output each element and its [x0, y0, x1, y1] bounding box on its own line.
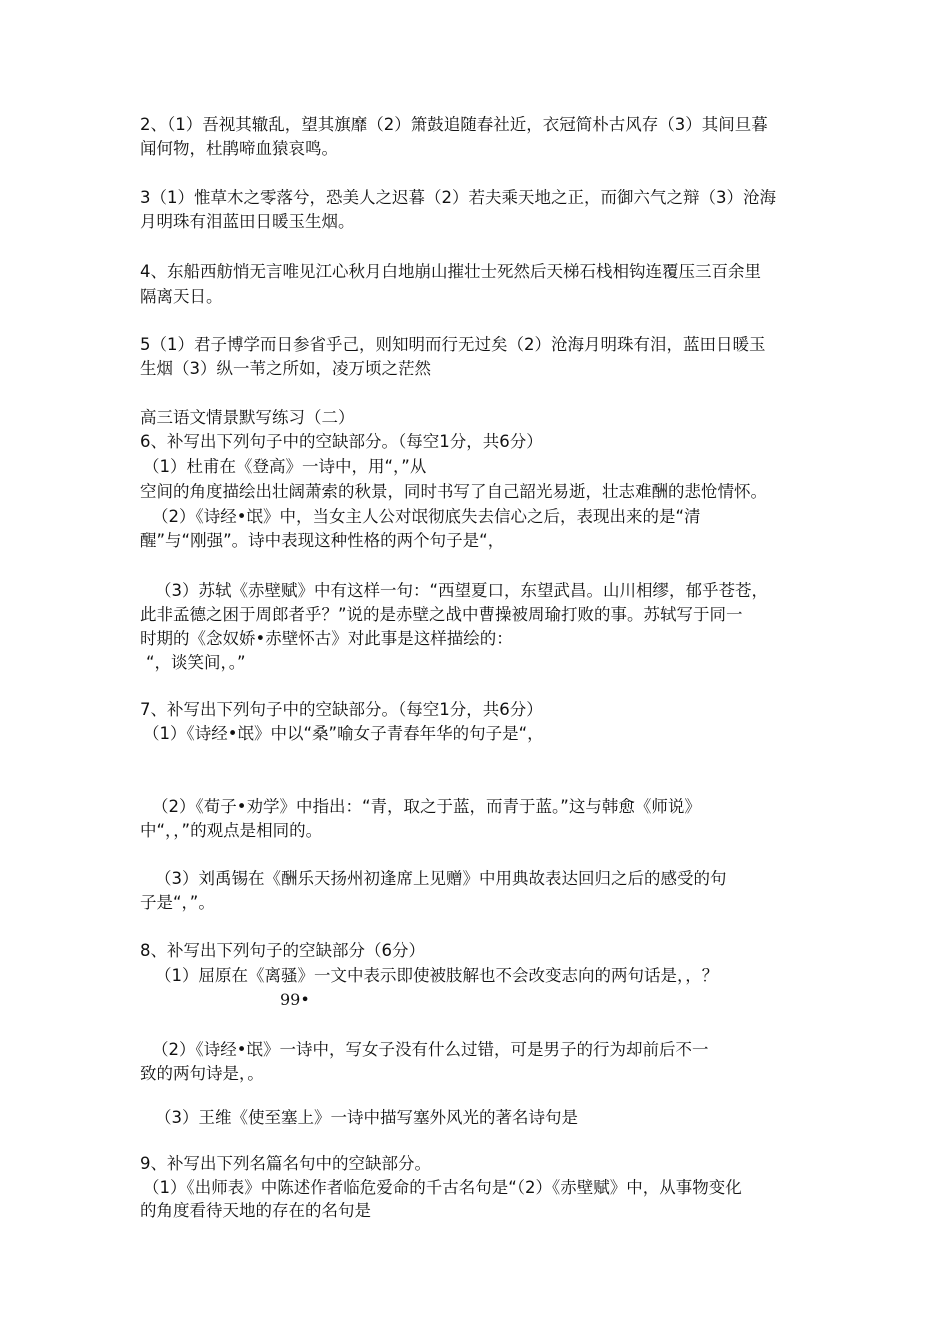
text-line: 月明珠有泪蓝田日暖玉生烟。: [140, 212, 355, 231]
text-line: （3）苏轼《赤壁赋》中有这样一句：“西望夏口，东望武昌。山川相缪，郁乎苍苍，: [155, 581, 769, 600]
text-line: 子是“，”。: [140, 893, 215, 912]
text-line: （1）《诗经•氓》中以“桑”喻女子青春年华的句子是“，: [143, 724, 544, 743]
text-line: 的角度看待天地的存在的名句是: [140, 1201, 371, 1220]
question-heading: 7、补写出下列句子中的空缺部分。（每空1分，共6分）: [140, 700, 543, 719]
text-line: （1）屈原在《离骚》一文中表示即使被肢解也不会改变志向的两句话是，，？: [155, 966, 719, 985]
text-line: 中“，，”的观点是相同的。: [140, 821, 323, 840]
text-line: 4、东船西舫悄无言唯见江心秋月白地崩山摧壮士死然后天梯石栈相钩连覆压三百余里: [140, 262, 761, 281]
text-line: 此非孟德之困于周郎者乎？”说的是赤壁之战中曹操被周瑜打败的事。苏轼写于同一: [140, 605, 743, 624]
text-line: 空间的角度描绘出壮阔萧索的秋景，同时书写了自己韶光易逝，壮志难酬的悲怆情怀。: [140, 482, 767, 501]
text-line: （2）《诗经•氓》中，当女主人公对氓彻底失去信心之后，表现出来的是“清: [152, 507, 701, 526]
text-line: （2）《诗经•氓》一诗中，写女子没有什么过错，可是男子的行为却前后不一: [152, 1040, 709, 1059]
text-line: 致的两句诗是，。: [140, 1064, 264, 1083]
text-line: 隔离天日。: [140, 287, 223, 306]
text-line: “，谈笑间，。”: [146, 653, 246, 672]
text-line: 醒”与“刚强”。诗中表现这种性格的两个句子是“，: [140, 531, 505, 550]
text-line: （3）王维《使至塞上》一诗中描写塞外风光的著名诗句是: [155, 1108, 578, 1127]
text-line: 2、（1）吾视其辙乱，望其旗靡（2）箫鼓追随春社近，衣冠简朴古风存（3）其间旦暮: [140, 115, 768, 134]
text-line: （1）《出师表》中陈述作者临危爱命的千古名句是“（2）《赤壁赋》中，从事物变化: [143, 1178, 742, 1197]
section-heading: 高三语文情景默写练习（二）: [140, 408, 355, 427]
page-number: 99•: [280, 990, 310, 1009]
text-line: 3（1）惟草木之零落兮，恐美人之迟暮（2）若夫乘天地之正，而御六气之辩（3）沧海: [140, 188, 776, 207]
text-line: （3）刘禹锡在《酬乐天扬州初逢席上见赠》中用典故表达回归之后的感受的句: [155, 869, 727, 888]
question-heading: 6、补写出下列句子中的空缺部分。（每空1分，共6分）: [140, 432, 543, 451]
question-heading: 8、补写出下列句子的空缺部分（6分）: [140, 941, 425, 960]
question-heading: 9、补写出下列名篇名句中的空缺部分。: [140, 1154, 431, 1173]
text-line: 闻何物，杜鹃啼血猿哀鸣。: [140, 139, 338, 158]
text-line: （1）杜甫在《登高》一诗中，用“，”从: [143, 457, 427, 476]
text-line: 5（1）君子博学而日参省乎己，则知明而行无过矣（2）沧海月明珠有泪，蓝田日暖玉: [140, 335, 766, 354]
text-line: 时期的《念奴娇•赤壁怀古》对此事是这样描绘的：: [140, 629, 513, 648]
text-line: （2）《荀子•劝学》中指出：“青，取之于蓝，而青于蓝。”这与韩愈《师说》: [152, 797, 701, 816]
text-line: 生烟（3）纵一苇之所如，凌万顷之茫然: [140, 359, 431, 378]
